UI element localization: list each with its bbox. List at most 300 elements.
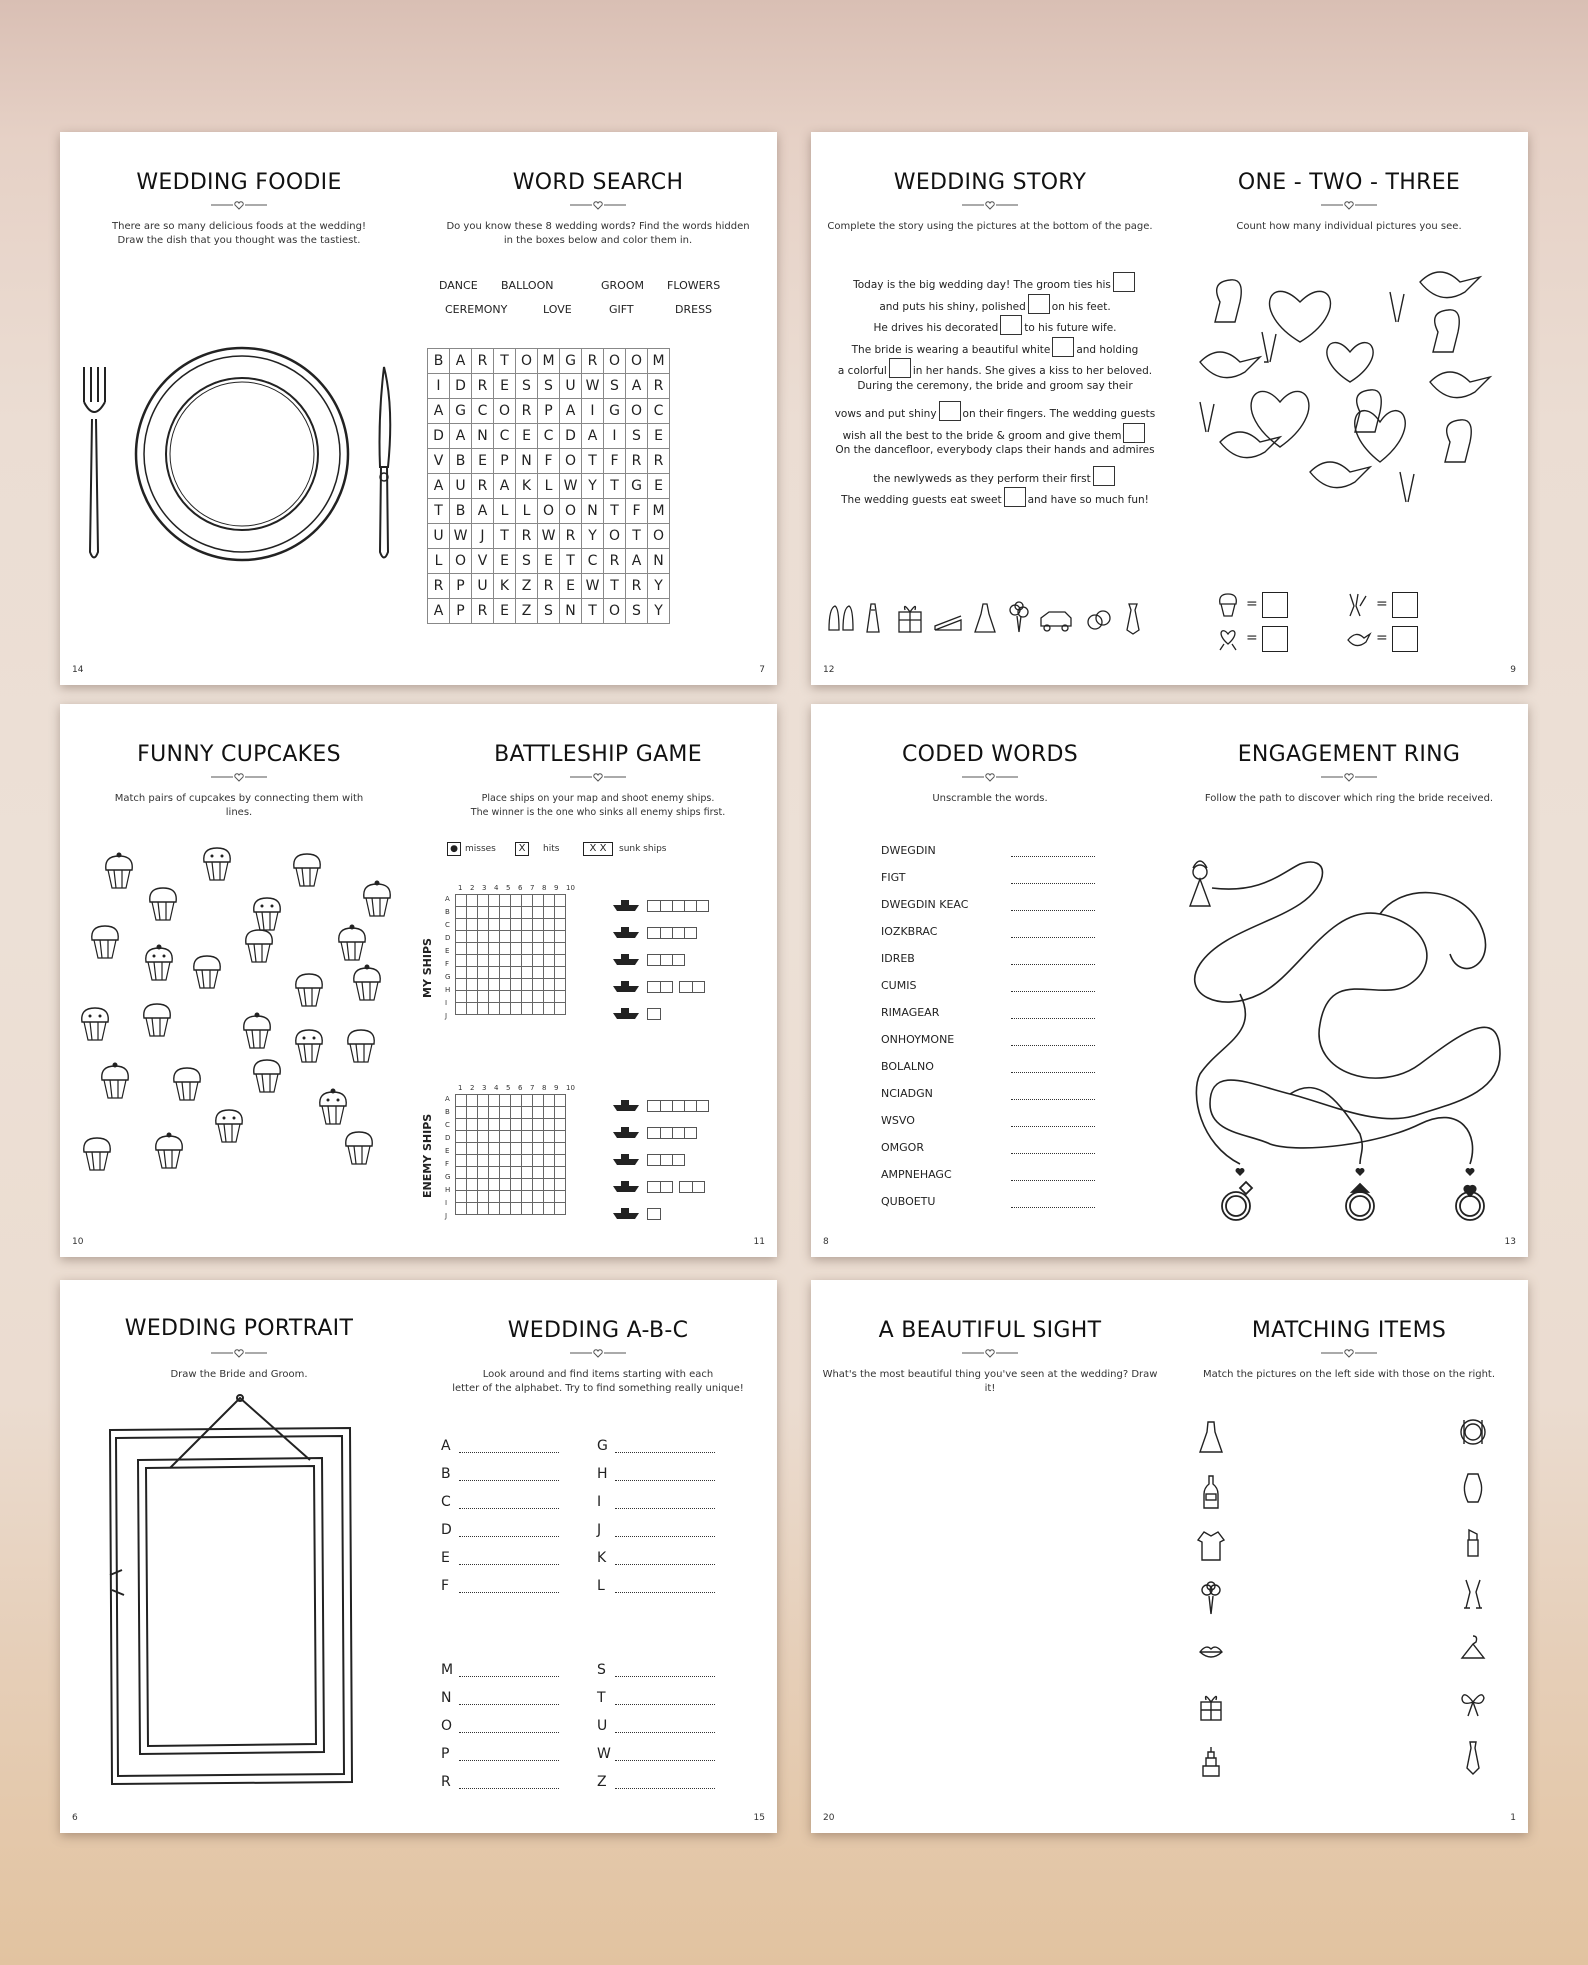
grid-cell[interactable]: [555, 979, 566, 991]
grid-cell[interactable]: [456, 1003, 467, 1015]
tie-icon[interactable]: [1458, 1740, 1488, 1776]
grid-cell[interactable]: [544, 1143, 555, 1155]
grid-cell[interactable]: G: [560, 349, 582, 374]
battleship-grid[interactable]: [455, 1094, 566, 1215]
cupcake-icon[interactable]: [142, 944, 176, 984]
answer-line[interactable]: [615, 1480, 715, 1481]
grid-cell[interactable]: [500, 1179, 511, 1191]
grid-cell[interactable]: S: [538, 599, 560, 624]
grid-cell[interactable]: P: [450, 599, 472, 624]
grid-cell[interactable]: F: [604, 449, 626, 474]
grid-cell[interactable]: [522, 1191, 533, 1203]
cupcake-icon[interactable]: [242, 926, 276, 966]
grid-cell[interactable]: R: [648, 449, 670, 474]
ship-slot[interactable]: [647, 1208, 661, 1220]
champagne-bottle-icon[interactable]: [1196, 1474, 1226, 1510]
grid-cell[interactable]: [544, 1203, 555, 1215]
grid-cell[interactable]: [456, 1167, 467, 1179]
grid-cell[interactable]: [511, 1179, 522, 1191]
grid-cell[interactable]: V: [428, 449, 450, 474]
count-answer-box[interactable]: [1392, 626, 1418, 652]
grid-cell[interactable]: T: [604, 499, 626, 524]
answer-line[interactable]: [615, 1592, 715, 1593]
answer-line[interactable]: [1011, 883, 1095, 884]
grid-cell[interactable]: R: [648, 374, 670, 399]
cupcake-icon[interactable]: [344, 1026, 378, 1066]
grid-cell[interactable]: [478, 1167, 489, 1179]
ship-slot[interactable]: [679, 981, 705, 993]
grid-cell[interactable]: [533, 1003, 544, 1015]
grid-cell[interactable]: [533, 1131, 544, 1143]
grid-cell[interactable]: [544, 979, 555, 991]
grid-cell[interactable]: [555, 1191, 566, 1203]
grid-cell[interactable]: T: [604, 474, 626, 499]
grid-cell[interactable]: [544, 967, 555, 979]
grid-cell[interactable]: A: [428, 474, 450, 499]
dress-icon[interactable]: [1196, 1420, 1226, 1456]
ship-slot[interactable]: [647, 1127, 697, 1139]
grid-cell[interactable]: R: [626, 574, 648, 599]
grid-cell[interactable]: [533, 1143, 544, 1155]
word-search-grid[interactable]: [427, 348, 670, 624]
grid-cell[interactable]: [456, 967, 467, 979]
grid-cell[interactable]: U: [428, 524, 450, 549]
grid-cell[interactable]: [544, 919, 555, 931]
grid-cell[interactable]: O: [494, 399, 516, 424]
grid-cell[interactable]: [511, 979, 522, 991]
grid-cell[interactable]: [533, 979, 544, 991]
grid-cell[interactable]: [511, 991, 522, 1003]
grid-cell[interactable]: [456, 1119, 467, 1131]
grid-cell[interactable]: [467, 931, 478, 943]
grid-cell[interactable]: [489, 967, 500, 979]
grid-cell[interactable]: [533, 1179, 544, 1191]
grid-cell[interactable]: [489, 955, 500, 967]
grid-cell[interactable]: [544, 1179, 555, 1191]
cupcake-icon[interactable]: [212, 1106, 246, 1146]
story-answer-box[interactable]: [939, 401, 961, 421]
grid-cell[interactable]: [456, 931, 467, 943]
grid-cell[interactable]: [478, 943, 489, 955]
answer-line[interactable]: [1011, 964, 1095, 965]
grid-cell[interactable]: C: [494, 424, 516, 449]
cupcake-icon[interactable]: [80, 1134, 114, 1174]
grid-cell[interactable]: R: [472, 374, 494, 399]
grid-cell[interactable]: A: [428, 599, 450, 624]
grid-cell[interactable]: O: [604, 524, 626, 549]
grid-cell[interactable]: [456, 1155, 467, 1167]
answer-line[interactable]: [1011, 991, 1095, 992]
grid-cell[interactable]: [456, 1203, 467, 1215]
grid-cell[interactable]: G: [450, 399, 472, 424]
story-answer-box[interactable]: [889, 358, 911, 378]
cupcake-icon[interactable]: [360, 880, 394, 920]
ship-slot[interactable]: [647, 1154, 685, 1166]
grid-cell[interactable]: E: [648, 424, 670, 449]
cupcake-icon[interactable]: [290, 850, 324, 890]
grid-cell[interactable]: [555, 943, 566, 955]
grid-cell[interactable]: [489, 931, 500, 943]
grid-cell[interactable]: [456, 1191, 467, 1203]
grid-cell[interactable]: [478, 895, 489, 907]
grid-cell[interactable]: G: [626, 474, 648, 499]
grid-cell[interactable]: [500, 991, 511, 1003]
grid-cell[interactable]: R: [472, 474, 494, 499]
grid-cell[interactable]: [555, 895, 566, 907]
ring-maze[interactable]: [1180, 844, 1520, 1224]
grid-cell[interactable]: [522, 991, 533, 1003]
grid-cell[interactable]: [467, 919, 478, 931]
grid-cell[interactable]: N: [560, 599, 582, 624]
grid-cell[interactable]: R: [516, 524, 538, 549]
answer-line[interactable]: [1011, 1153, 1095, 1154]
grid-cell[interactable]: [467, 979, 478, 991]
grid-cell[interactable]: [544, 1131, 555, 1143]
grid-cell[interactable]: [555, 955, 566, 967]
cupcake-icon[interactable]: [350, 964, 384, 1004]
grid-cell[interactable]: F: [538, 449, 560, 474]
grid-cell[interactable]: [489, 1143, 500, 1155]
grid-cell[interactable]: Y: [648, 574, 670, 599]
grid-cell[interactable]: [500, 919, 511, 931]
grid-cell[interactable]: [511, 1107, 522, 1119]
grid-cell[interactable]: [533, 991, 544, 1003]
grid-cell[interactable]: [533, 1119, 544, 1131]
grid-cell[interactable]: S: [604, 374, 626, 399]
grid-cell[interactable]: [511, 1191, 522, 1203]
grid-cell[interactable]: S: [516, 549, 538, 574]
grid-cell[interactable]: N: [472, 424, 494, 449]
grid-cell[interactable]: [511, 955, 522, 967]
grid-cell[interactable]: D: [560, 424, 582, 449]
count-answer-box[interactable]: [1262, 592, 1288, 618]
cupcake-icon[interactable]: [152, 1132, 186, 1172]
answer-line[interactable]: [1011, 1072, 1095, 1073]
grid-cell[interactable]: [467, 1203, 478, 1215]
grid-cell[interactable]: [533, 1191, 544, 1203]
grid-cell[interactable]: [478, 991, 489, 1003]
cupcake-icon[interactable]: [200, 844, 234, 884]
grid-cell[interactable]: [478, 1203, 489, 1215]
grid-cell[interactable]: S: [626, 599, 648, 624]
picture-frame-icon[interactable]: [110, 1390, 370, 1790]
answer-line[interactable]: [459, 1564, 559, 1565]
grid-cell[interactable]: E: [560, 574, 582, 599]
grid-cell[interactable]: [500, 1155, 511, 1167]
grid-cell[interactable]: [533, 931, 544, 943]
shirt-icon[interactable]: [1196, 1528, 1226, 1564]
count-answer-box[interactable]: [1262, 626, 1288, 652]
grid-cell[interactable]: [500, 955, 511, 967]
grid-cell[interactable]: [533, 1203, 544, 1215]
answer-line[interactable]: [1011, 1099, 1095, 1100]
grid-cell[interactable]: [544, 1107, 555, 1119]
answer-line[interactable]: [1011, 910, 1095, 911]
grid-cell[interactable]: M: [538, 349, 560, 374]
count-answer-box[interactable]: [1392, 592, 1418, 618]
glasses-icon[interactable]: [1458, 1578, 1488, 1614]
grid-cell[interactable]: O: [648, 524, 670, 549]
grid-cell[interactable]: N: [516, 449, 538, 474]
story-answer-box[interactable]: [1000, 315, 1022, 335]
grid-cell[interactable]: [478, 1191, 489, 1203]
grid-cell[interactable]: [522, 1131, 533, 1143]
grid-cell[interactable]: [555, 967, 566, 979]
grid-cell[interactable]: T: [582, 449, 604, 474]
cupcake-icon[interactable]: [170, 1064, 204, 1104]
grid-cell[interactable]: L: [538, 474, 560, 499]
grid-cell[interactable]: [555, 1119, 566, 1131]
grid-cell[interactable]: T: [626, 524, 648, 549]
story-answer-box[interactable]: [1028, 294, 1050, 314]
grid-cell[interactable]: [467, 1107, 478, 1119]
grid-cell[interactable]: [522, 967, 533, 979]
grid-cell[interactable]: [533, 919, 544, 931]
lips-icon[interactable]: [1196, 1636, 1226, 1672]
grid-cell[interactable]: [500, 907, 511, 919]
grid-cell[interactable]: [533, 1107, 544, 1119]
answer-line[interactable]: [1011, 1018, 1095, 1019]
grid-cell[interactable]: K: [494, 574, 516, 599]
grid-cell[interactable]: [500, 895, 511, 907]
grid-cell[interactable]: [522, 1155, 533, 1167]
grid-cell[interactable]: S: [538, 374, 560, 399]
grid-cell[interactable]: [555, 1167, 566, 1179]
answer-line[interactable]: [1011, 1180, 1095, 1181]
grid-cell[interactable]: [533, 967, 544, 979]
grid-cell[interactable]: [467, 1143, 478, 1155]
grid-cell[interactable]: [555, 907, 566, 919]
grid-cell[interactable]: [478, 919, 489, 931]
cupcake-icon[interactable]: [98, 1062, 132, 1102]
vase-icon[interactable]: [1458, 1470, 1488, 1506]
grid-cell[interactable]: [555, 991, 566, 1003]
cupcake-icon[interactable]: [78, 1004, 112, 1044]
grid-cell[interactable]: [500, 1143, 511, 1155]
grid-cell[interactable]: [489, 1155, 500, 1167]
grid-cell[interactable]: R: [516, 399, 538, 424]
cupcake-icon[interactable]: [335, 924, 369, 964]
lipstick-icon[interactable]: [1458, 1524, 1488, 1560]
grid-cell[interactable]: [511, 1167, 522, 1179]
grid-cell[interactable]: [511, 931, 522, 943]
grid-cell[interactable]: E: [494, 599, 516, 624]
grid-cell[interactable]: [533, 1155, 544, 1167]
grid-cell[interactable]: U: [560, 374, 582, 399]
grid-cell[interactable]: [511, 1143, 522, 1155]
grid-cell[interactable]: [489, 1191, 500, 1203]
grid-cell[interactable]: K: [516, 474, 538, 499]
grid-cell[interactable]: [456, 895, 467, 907]
cupcake-icon[interactable]: [250, 1056, 284, 1096]
grid-cell[interactable]: [544, 1167, 555, 1179]
grid-cell[interactable]: [533, 895, 544, 907]
grid-cell[interactable]: [489, 1003, 500, 1015]
grid-cell[interactable]: [544, 1095, 555, 1107]
grid-cell[interactable]: N: [648, 549, 670, 574]
grid-cell[interactable]: [522, 1119, 533, 1131]
grid-cell[interactable]: [555, 1179, 566, 1191]
grid-cell[interactable]: F: [626, 499, 648, 524]
grid-cell[interactable]: O: [560, 499, 582, 524]
grid-cell[interactable]: O: [626, 399, 648, 424]
grid-cell[interactable]: [489, 919, 500, 931]
answer-line[interactable]: [459, 1536, 559, 1537]
grid-cell[interactable]: Y: [648, 599, 670, 624]
answer-line[interactable]: [615, 1452, 715, 1453]
grid-cell[interactable]: S: [626, 424, 648, 449]
ship-slot[interactable]: [647, 927, 697, 939]
grid-cell[interactable]: R: [582, 349, 604, 374]
grid-cell[interactable]: U: [472, 574, 494, 599]
grid-cell[interactable]: [555, 1143, 566, 1155]
ship-slot[interactable]: [647, 1008, 661, 1020]
answer-line[interactable]: [459, 1760, 559, 1761]
cake-icon[interactable]: [1196, 1744, 1226, 1780]
grid-cell[interactable]: E: [494, 549, 516, 574]
grid-cell[interactable]: B: [450, 449, 472, 474]
cupcake-icon[interactable]: [292, 1026, 326, 1066]
answer-line[interactable]: [459, 1452, 559, 1453]
grid-cell[interactable]: [489, 1167, 500, 1179]
grid-cell[interactable]: U: [450, 474, 472, 499]
grid-cell[interactable]: T: [494, 349, 516, 374]
grid-cell[interactable]: [544, 991, 555, 1003]
grid-cell[interactable]: [511, 1095, 522, 1107]
grid-cell[interactable]: [456, 1131, 467, 1143]
grid-cell[interactable]: B: [428, 349, 450, 374]
answer-line[interactable]: [615, 1732, 715, 1733]
grid-cell[interactable]: [456, 907, 467, 919]
cupcake-icon[interactable]: [316, 1088, 350, 1128]
grid-cell[interactable]: A: [428, 399, 450, 424]
grid-cell[interactable]: C: [648, 399, 670, 424]
grid-cell[interactable]: [522, 895, 533, 907]
grid-cell[interactable]: [489, 1119, 500, 1131]
grid-cell[interactable]: [555, 1155, 566, 1167]
grid-cell[interactable]: O: [538, 499, 560, 524]
grid-cell[interactable]: [522, 907, 533, 919]
grid-cell[interactable]: [522, 1003, 533, 1015]
grid-cell[interactable]: [522, 1095, 533, 1107]
grid-cell[interactable]: [511, 1131, 522, 1143]
grid-cell[interactable]: P: [450, 574, 472, 599]
ship-slot[interactable]: [679, 1181, 705, 1193]
answer-line[interactable]: [615, 1676, 715, 1677]
grid-cell[interactable]: [467, 1119, 478, 1131]
grid-cell[interactable]: [456, 1179, 467, 1191]
grid-cell[interactable]: [478, 1179, 489, 1191]
grid-cell[interactable]: S: [516, 374, 538, 399]
grid-cell[interactable]: [544, 895, 555, 907]
grid-cell[interactable]: C: [472, 399, 494, 424]
grid-cell[interactable]: [456, 979, 467, 991]
grid-cell[interactable]: [555, 919, 566, 931]
grid-cell[interactable]: [522, 919, 533, 931]
grid-cell[interactable]: [533, 1167, 544, 1179]
grid-cell[interactable]: [544, 1003, 555, 1015]
gift-icon[interactable]: [1196, 1690, 1226, 1726]
grid-cell[interactable]: [467, 1167, 478, 1179]
grid-cell[interactable]: [511, 1155, 522, 1167]
ship-slot[interactable]: [647, 954, 685, 966]
story-answer-box[interactable]: [1004, 487, 1026, 507]
story-answer-box[interactable]: [1093, 466, 1115, 486]
grid-cell[interactable]: [500, 931, 511, 943]
grid-cell[interactable]: T: [560, 549, 582, 574]
grid-cell[interactable]: W: [538, 524, 560, 549]
cupcake-icon[interactable]: [342, 1128, 376, 1168]
ship-slot[interactable]: [647, 900, 709, 912]
grid-cell[interactable]: [456, 1107, 467, 1119]
grid-cell[interactable]: [522, 931, 533, 943]
answer-line[interactable]: [459, 1732, 559, 1733]
grid-cell[interactable]: G: [604, 399, 626, 424]
grid-cell[interactable]: Y: [582, 474, 604, 499]
grid-cell[interactable]: [456, 1143, 467, 1155]
story-answer-box[interactable]: [1052, 337, 1074, 357]
grid-cell[interactable]: [500, 1107, 511, 1119]
grid-cell[interactable]: [511, 907, 522, 919]
grid-cell[interactable]: [511, 1203, 522, 1215]
grid-cell[interactable]: [489, 895, 500, 907]
cupcake-icon[interactable]: [140, 1000, 174, 1040]
grid-cell[interactable]: J: [472, 524, 494, 549]
grid-cell[interactable]: [467, 1155, 478, 1167]
grid-cell[interactable]: R: [472, 349, 494, 374]
grid-cell[interactable]: [467, 907, 478, 919]
ship-slot[interactable]: [647, 1100, 709, 1112]
cupcake-icon[interactable]: [102, 852, 136, 892]
grid-cell[interactable]: R: [428, 574, 450, 599]
grid-cell[interactable]: W: [582, 574, 604, 599]
hanger-icon[interactable]: [1458, 1632, 1488, 1668]
grid-cell[interactable]: [478, 967, 489, 979]
grid-cell[interactable]: T: [582, 599, 604, 624]
answer-line[interactable]: [615, 1704, 715, 1705]
grid-cell[interactable]: [467, 991, 478, 1003]
ship-slot[interactable]: [647, 1181, 673, 1193]
grid-cell[interactable]: [500, 943, 511, 955]
grid-cell[interactable]: E: [538, 549, 560, 574]
grid-cell[interactable]: Y: [582, 524, 604, 549]
grid-cell[interactable]: [467, 967, 478, 979]
cupcake-icon[interactable]: [240, 1012, 274, 1052]
grid-cell[interactable]: A: [450, 424, 472, 449]
grid-cell[interactable]: A: [626, 549, 648, 574]
grid-cell[interactable]: [500, 967, 511, 979]
grid-cell[interactable]: [511, 1003, 522, 1015]
plate-icon[interactable]: [1458, 1416, 1488, 1452]
answer-line[interactable]: [1011, 1045, 1095, 1046]
story-answer-box[interactable]: [1113, 272, 1135, 292]
answer-line[interactable]: [459, 1592, 559, 1593]
grid-cell[interactable]: [500, 1167, 511, 1179]
cupcake-icon[interactable]: [146, 884, 180, 924]
grid-cell[interactable]: E: [494, 374, 516, 399]
grid-cell[interactable]: A: [560, 399, 582, 424]
answer-line[interactable]: [459, 1480, 559, 1481]
grid-cell[interactable]: C: [538, 424, 560, 449]
grid-cell[interactable]: [500, 1119, 511, 1131]
grid-cell[interactable]: [500, 1131, 511, 1143]
grid-cell[interactable]: [456, 991, 467, 1003]
grid-cell[interactable]: [533, 955, 544, 967]
grid-cell[interactable]: O: [604, 349, 626, 374]
grid-cell[interactable]: I: [428, 374, 450, 399]
grid-cell[interactable]: E: [472, 449, 494, 474]
grid-cell[interactable]: A: [450, 349, 472, 374]
